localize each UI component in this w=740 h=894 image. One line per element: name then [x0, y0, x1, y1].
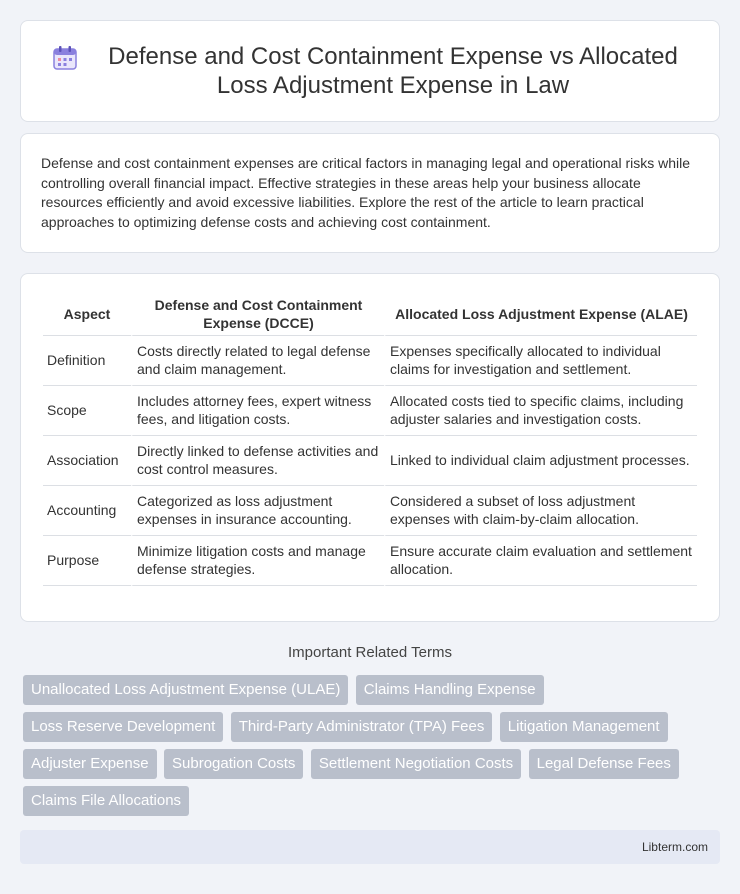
table-row: [43, 536, 697, 586]
intro-card: [20, 133, 720, 253]
intro-paragraph: Defense and cost containment expenses are critical factors in managing legal and operational risks while controlling overall financial impact. Effective strategies in these areas help your business allocate resources efficiently and avoid excessive liabilities. Explore the rest of the article to learn practical approaches to optimizing defense costs and achieving cost containment.: [41, 155, 691, 230]
related-term-tag[interactable]: Litigation Management: [500, 712, 668, 742]
row-aspect: Association: [43, 436, 131, 486]
related-terms-list: [23, 675, 723, 823]
row-alae: Expenses specifically allocated to individual claims for investigation and settlement.: [384, 336, 697, 386]
footer-site-link[interactable]: Libterm.com: [641, 840, 708, 854]
row-aspect: Accounting: [43, 486, 131, 536]
table-row: [43, 486, 697, 536]
row-alae: Linked to individual claim adjustment processes.: [384, 436, 697, 486]
related-term-tag[interactable]: Claims Handling Expense: [356, 675, 544, 705]
comparison-table: [43, 294, 697, 586]
related-term-tag[interactable]: Loss Reserve Development: [23, 712, 223, 742]
row-dcce: Categorized as loss adjustment expenses in insurance accounting.: [131, 486, 384, 536]
row-dcce: Costs directly related to legal defense and claim management.: [131, 336, 384, 386]
table-row: [43, 436, 697, 486]
related-term-tag[interactable]: Settlement Negotiation Costs: [311, 749, 521, 779]
row-alae: Allocated costs tied to specific claims, including adjuster salaries and investigation costs.: [384, 386, 697, 436]
row-dcce: Directly linked to defense activities and cost control measures.: [131, 436, 384, 486]
row-dcce: Includes attorney fees, expert witness fees, and litigation costs.: [131, 386, 384, 436]
comparison-card: [20, 273, 720, 622]
related-term-tag[interactable]: Adjuster Expense: [23, 749, 157, 779]
page-title: Defense and Cost Containment Expense vs Allocated Loss Adjustment Expense in Law: [108, 43, 678, 99]
related-terms-title: Important Related Terms: [288, 644, 452, 661]
title-card: [20, 20, 720, 122]
row-alae: Ensure accurate claim evaluation and settlement allocation.: [384, 536, 697, 586]
header-aspect: Aspect: [43, 294, 131, 336]
row-aspect: Scope: [43, 386, 131, 436]
header-alae: Allocated Loss Adjustment Expense (ALAE): [384, 294, 697, 336]
row-alae: Considered a subset of loss adjustment expenses with claim-by-claim allocation.: [384, 486, 697, 536]
calendar-icon: [51, 44, 79, 72]
footer: [20, 830, 720, 864]
related-term-tag[interactable]: Unallocated Loss Adjustment Expense (ULAE): [23, 675, 348, 705]
related-term-tag[interactable]: Legal Defense Fees: [529, 749, 679, 779]
table-header-row: [43, 294, 697, 336]
row-aspect: Definition: [43, 336, 131, 386]
table-row: [43, 386, 697, 436]
table-row: [43, 336, 697, 386]
related-term-tag[interactable]: Claims File Allocations: [23, 786, 189, 816]
row-dcce: Minimize litigation costs and manage defense strategies.: [131, 536, 384, 586]
row-aspect: Purpose: [43, 536, 131, 586]
related-term-tag[interactable]: Subrogation Costs: [164, 749, 303, 779]
related-term-tag[interactable]: Third-Party Administrator (TPA) Fees: [231, 712, 493, 742]
header-dcce: Defense and Cost Containment Expense (DCCE): [131, 294, 384, 336]
